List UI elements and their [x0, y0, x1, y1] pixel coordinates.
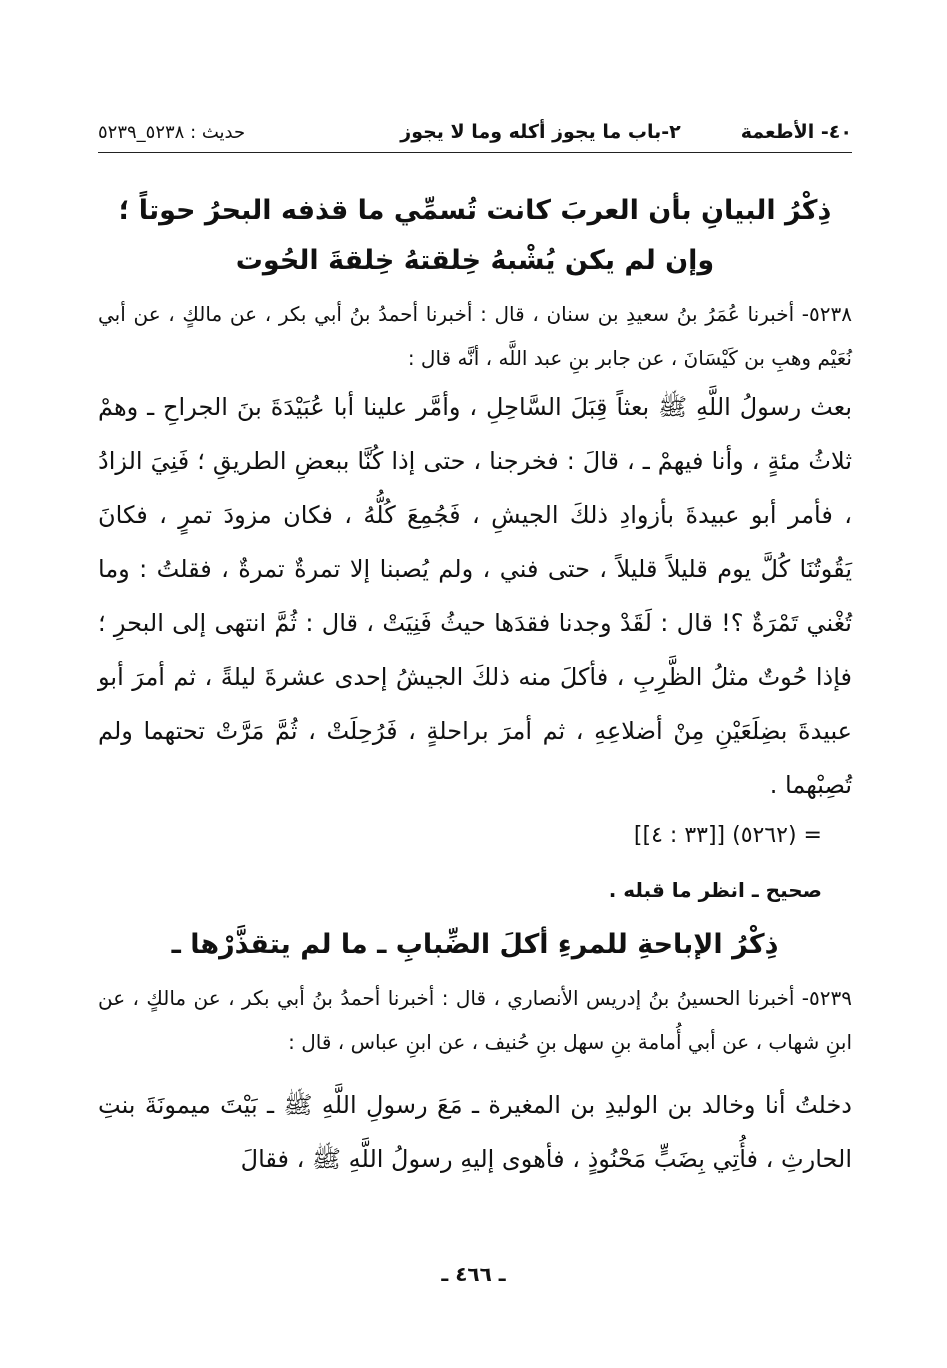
- hadith-5238-isnad: ٥٢٣٨- أخبرنا عُمَرُ بنُ سعيدِ بن سنان ، قال : أخبرنا أحمدُ بنُ أبي بكر ، عن مالكٍ ، عن أبي نُعَيْم وهبِ بن كَيْسَانَ ، عن جابر بنِ عبد اللَّه ، أنَّه قال :: [98, 302, 852, 370]
- hadith-range: حديث : ٥٢٣٨_٥٢٣٩: [98, 121, 246, 143]
- hadith-5239-isnad: ٥٢٣٩- أخبرنا الحسينُ بنُ إدريس الأنصاري ، قال : أخبرنا أحمدُ بنُ أبي بكر ، عن مالكٍ ، عن ابنِ شهاب ، عن أبي أُمامة بنِ سهل بنِ حُنيف ، عن ابنِ عباس ، قال :: [98, 986, 852, 1054]
- hadith-5238-matn: بعث رسولُ اللَّهِ ﷺ بعثاً قِبَلَ السَّاحِلِ ، وأمَّر علينا أبا عُبَيْدَةَ بنَ الجراحِ ـ وهمْ ثلاثُ مئةٍ ، وأنا فيهمْ ـ ، قالَ : فخرجنا ، حتى إذا كُنَّا ببعضِ الطريقِ ؛ فَنِيَ الزادُ ، فأمر أبو عبيدةَ بأزوادِ ذلكَ الجيشِ ، فَجُمِعَ كُلُّهُ ، فكان مزودَ تمرٍ ، فكانَ يَقُوتُنَا كُلَّ يوم قليلاً قليلاً ، حتى فني ، ولم يُصبنا إلا تمرةٌ تمرةٌ ، فقلتُ : وما تُغْني تَمْرَةٌ ؟! قال : لَقَدْ وجدنا فقدَها حيثُ فَنِيَتْ ، قال : ثُمَّ انتهى إلى البحرِ ؛ فإذا حُوتٌ مثلُ الظَّرِبِ ، فأكلَ منه ذلكَ الجيشُ إحدى عشرةَ ليلةً ، ثم أمرَ أبو عبيدةَ بضِلَعَيْنِ مِنْ أضلاعِهِ ، ثم أمرَ براحلةٍ ، فَرُحِلَتْ ، ثُمَّ مَرَّتْ تحتهما ولم تُصِبْهما .: [98, 393, 852, 799]
- section1-heading-line2: وإن لم يكن يُشْبهُ خِلقتهُ خِلقةَ الحُوت: [235, 245, 715, 276]
- hadith-5238-reference: = (٥٢٦٢) [[٣٣ : ٤]]: [633, 823, 822, 848]
- header-section-titles: [400, 121, 852, 143]
- spacer: [98, 1064, 852, 1078]
- hadith-5239-matn: دخلتُ أنا وخالد بن الوليدِ بن المغيرة ـ مَعَ رسولِ اللَّهِ ﷺ ـ بَيْتَ ميمونَةَ بنتِ الحارثِ ، فأُتِي بِضَبٍّ مَحْنُوذٍ ، فأهوى إليهِ رسولُ اللَّهِ ﷺ ، فقالَ: [98, 1091, 852, 1173]
- header-rule: [98, 152, 852, 153]
- book-title: ٤٠- الأطعمة: [740, 121, 852, 143]
- section2-heading: ذِكْرُ الإباحةِ للمرءِ أكلَ الضِّبابِ ـ ما لم يتقذَّرْها ـ: [171, 929, 779, 960]
- section1-heading-line1: ذِكْرُ البيانِ بأن العربَ كانت تُسمِّي ما قذفه البحرُ حوتاً ؛: [118, 195, 832, 226]
- running-header: [98, 114, 852, 150]
- main-text: [98, 186, 852, 1186]
- hadith-5238-grade: صحيح ـ انظر ما قبله .: [608, 878, 822, 902]
- page-number: ـ ٤٦٦ ـ: [441, 1262, 506, 1286]
- chapter-title: ٢-باب ما يجوز أكله وما لا يجوز: [400, 121, 681, 143]
